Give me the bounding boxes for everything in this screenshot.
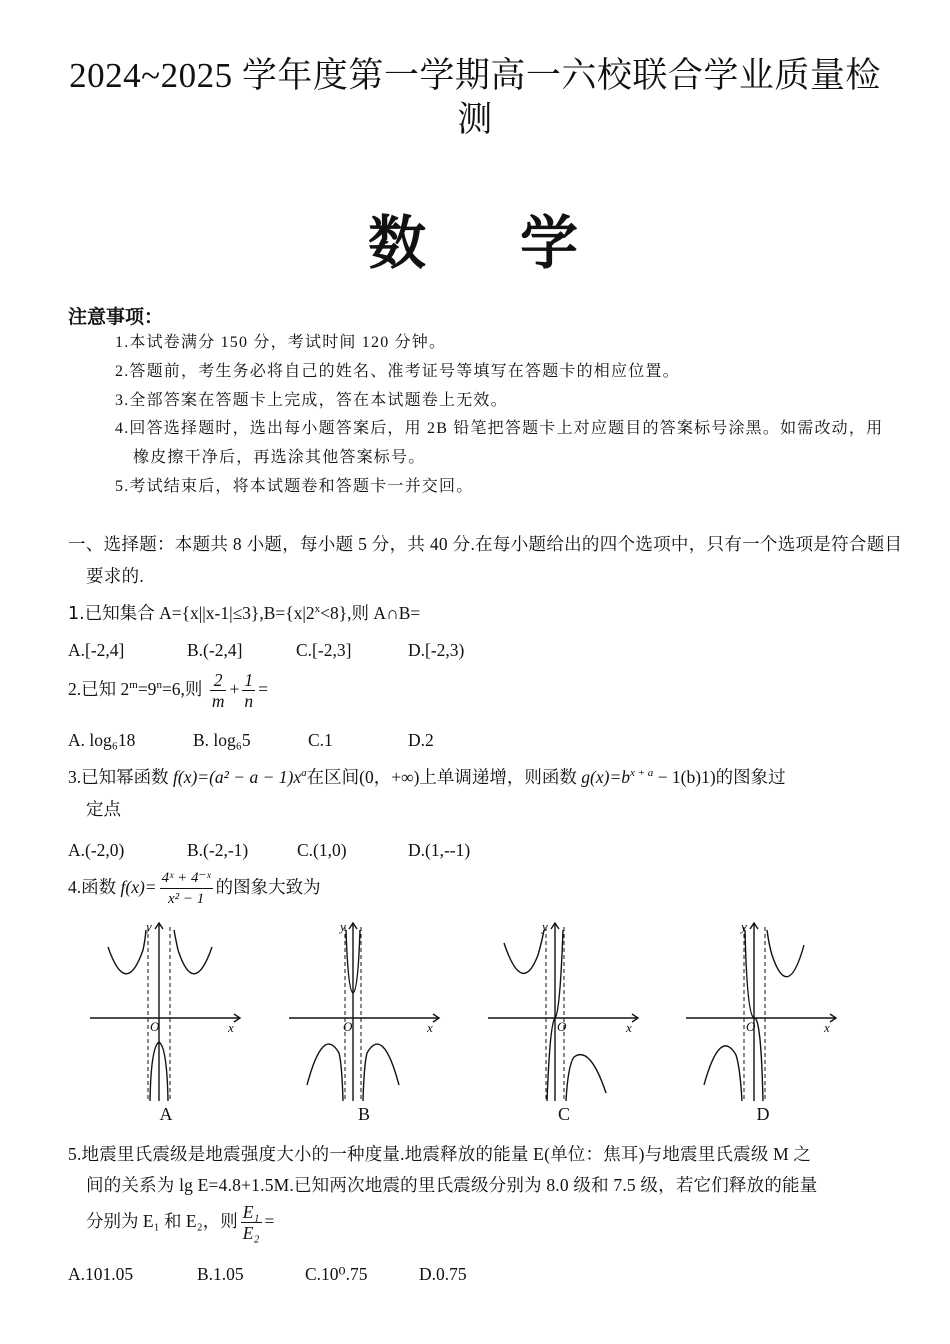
q2-option-d: D.2: [408, 730, 434, 750]
q5-option-d: D.0.75: [419, 1264, 467, 1284]
q1-option-a: A.[-2,4]: [68, 640, 125, 660]
q3-func-f: f(x)=(a² − a − 1)x: [168, 766, 302, 787]
q5-option-b: B.1.05: [197, 1264, 244, 1284]
q1-prefix: 1.已知集合: [68, 603, 155, 624]
q5-frac-den: E₂: [242, 1223, 260, 1244]
notice-heading: 注意事项：: [68, 306, 164, 328]
graph-a-x-label: x: [228, 1020, 234, 1035]
q3-stem-a: 3.已知幂函数: [68, 766, 169, 787]
graph-label-b: B: [357, 1104, 370, 1124]
q2-sup-n: n: [156, 679, 162, 691]
q2-frac2-num: 1: [244, 670, 254, 691]
graph-d-y-label: y: [741, 919, 747, 934]
q3-func-g: g(x)=b: [576, 766, 630, 787]
q2-tail: =6,则: [161, 678, 203, 699]
subject-char-2: 学: [520, 211, 583, 276]
subject-title: [0, 196, 950, 280]
section1-intro: 一、选择题：本题共 8 小题，每小题 5 分，共 40 分.在每小题给出的四个选项中，只有一个选项是符合题目要求的.: [68, 534, 903, 586]
graph-option-a: [88, 915, 248, 1105]
notice-item-4: [115, 414, 890, 472]
q2-frac1-num: 2: [210, 670, 227, 691]
q4-fraction: [160, 868, 213, 909]
q4-func: f(x)=: [116, 877, 157, 897]
notice-item-1: 1.本试卷满分 150 分，考试时间 120 分钟。: [115, 334, 447, 351]
subject-char-1: 数: [367, 211, 430, 276]
q2-equals: =: [258, 678, 268, 699]
exam-title: [0, 54, 950, 142]
q4-frac-num: 4ˣ + 4⁻ˣ: [160, 868, 213, 889]
q3-stem-b: 在区间(0，+∞)上单调递增，则函数: [306, 766, 577, 787]
graph-b-y-label: y: [340, 919, 346, 934]
question-3-stem: [68, 760, 786, 790]
graph-c-origin: O: [557, 1019, 567, 1034]
q5-option-a: A.101.05: [68, 1264, 134, 1284]
q3-option-d: D.(1,--1): [408, 840, 471, 860]
graph-label-c: C: [557, 1104, 570, 1124]
graph-c-x-label: x: [626, 1020, 632, 1035]
graph-a-y-label: y: [146, 919, 152, 934]
q5-frac-num: E₁: [242, 1202, 260, 1223]
q3-option-c: C.(1,0): [297, 840, 347, 860]
graph-d-origin: O: [746, 1019, 756, 1034]
q1-option-c: C.[-2,3]: [296, 640, 352, 660]
q5-option-c: C.10⁰.75: [305, 1264, 368, 1284]
q1-option-d: D.[-2,3): [408, 640, 465, 660]
q3-sup-g: x + a: [630, 767, 654, 779]
graph-d-x-label: x: [824, 1020, 830, 1035]
q5-line3-prefix: 分别为 E₁ 和 E₂，则: [86, 1211, 238, 1231]
graph-b-origin: O: [343, 1019, 353, 1034]
q1-body: A={x||x-1|≤3},B={x|2: [154, 602, 315, 623]
q3-stem-continued: 定点: [86, 799, 121, 819]
q4-prefix: 4.函数: [68, 877, 117, 897]
question-5-line-2: 间的关系为 lg E=4.8+1.5M.已知两次地震的里氏震级分别为 8.0 级和 7.5 级，若它们释放的能量: [86, 1175, 818, 1195]
q2-fraction-2: [242, 670, 255, 711]
q1-tail: <8},则 A∩B=: [320, 602, 421, 623]
q2-sup-m: m: [129, 679, 138, 691]
q2-frac1-den: m: [211, 691, 225, 712]
graph-option-c: [486, 915, 646, 1105]
q2-option-c: C.1: [308, 730, 333, 750]
q2-option-a: A. log₆18: [68, 730, 136, 750]
notice-item-3: 3.全部答案在答题卡上完成，答在本试题卷上无效。: [115, 392, 508, 409]
graph-option-b: [287, 915, 447, 1105]
exam-title-line2: 测: [457, 100, 493, 139]
graph-c-y-label: y: [542, 919, 548, 934]
notice-item-5: 5.考试结束后，将本试题卷和答题卡一并交回。: [115, 478, 474, 495]
question-1-stem: [68, 596, 420, 627]
q2-option-b: B. log₆5: [193, 730, 251, 750]
graph-a-origin: O: [150, 1019, 160, 1034]
q5-equals: =: [264, 1211, 275, 1231]
q1-option-b: B.(-2,4]: [187, 640, 243, 660]
q3-stem-c: − 1(b)1)的图象过: [653, 766, 786, 787]
q2-fraction-1: [210, 670, 227, 711]
exam-title-line1: 2024~2025 学年度第一学期高一六校联合学业质量检: [69, 56, 881, 95]
q3-option-b: B.(-2,-1): [187, 840, 249, 860]
graph-b-x-label: x: [427, 1020, 433, 1035]
q2-prefix: 2.已知 2: [68, 678, 130, 699]
q3-sup-a: a: [301, 767, 307, 779]
graph-label-d: D: [756, 1104, 770, 1124]
q4-tail: 的图象大致为: [215, 877, 321, 897]
notice-item-4-text: 4.回答选择题时，选出每小题答案后，用 2B 铅笔把答题卡上对应题目的答案标号涂黑。如需改动，用橡皮擦干净后，再选涂其他答案标号。: [115, 420, 884, 466]
q2-plus: +: [229, 678, 240, 699]
notice-item-2: 2.答题前，考生务必将自己的姓名、准考证号等填写在答题卡的相应位置。: [115, 363, 680, 380]
question-5-line-3: [86, 1197, 274, 1245]
q5-fraction: [241, 1202, 262, 1243]
question-2-stem: [68, 663, 268, 711]
q4-frac-den: x² − 1: [167, 891, 205, 908]
graph-option-d: [684, 915, 844, 1105]
q2-frac2-den: n: [244, 691, 254, 712]
question-4-stem: [68, 863, 321, 911]
q1-sup: x: [314, 603, 321, 615]
q2-mid: =9: [137, 678, 157, 699]
question-5-line-1: 5.地震里氏震级是地震强度大小的一种度量.地震释放的能量 E(单位：焦耳)与地震里氏震级 M 之: [68, 1144, 812, 1164]
q3-option-a: A.(-2,0): [68, 840, 125, 860]
graph-label-a: A: [159, 1104, 173, 1124]
